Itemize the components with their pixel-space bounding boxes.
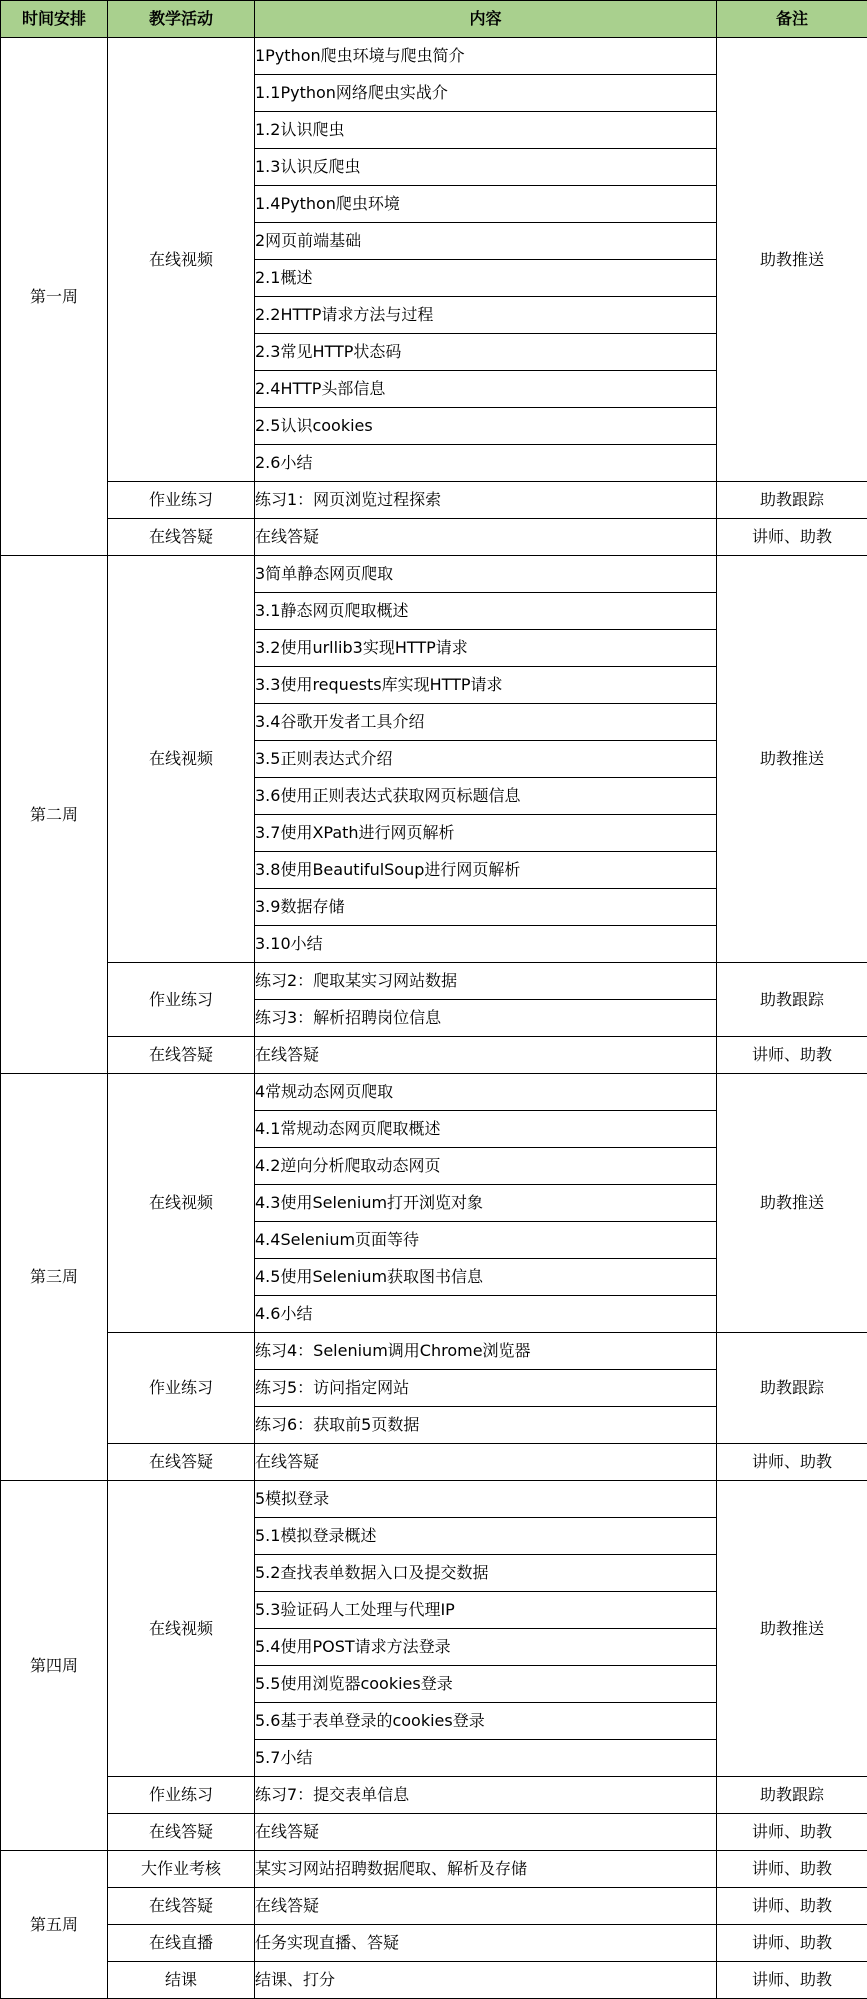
- content-cell: 1Python爬虫环境与爬虫简介: [255, 38, 717, 75]
- note-cell: 讲师、助教: [717, 1851, 867, 1888]
- activity-cell: 作业练习: [108, 1333, 255, 1444]
- table-row: [1, 1851, 867, 1888]
- content-cell: 2.2HTTP请求方法与过程: [255, 297, 717, 334]
- activity-cell: 在线直播: [108, 1925, 255, 1962]
- content-cell: 5.7小结: [255, 1740, 717, 1777]
- content-cell: 某实习网站招聘数据爬取、解析及存储: [255, 1851, 717, 1888]
- activity-cell: 大作业考核: [108, 1851, 255, 1888]
- table-row: [1, 1481, 867, 1518]
- note-cell: 助教跟踪: [717, 482, 867, 519]
- content-cell: 1.2认识爬虫: [255, 112, 717, 149]
- week-label: 第五周: [1, 1851, 108, 1999]
- activity-cell: 作业练习: [108, 963, 255, 1037]
- table-row: [1, 1888, 867, 1925]
- content-cell: 3.1静态网页爬取概述: [255, 593, 717, 630]
- content-cell: 练习7：提交表单信息: [255, 1777, 717, 1814]
- week-label: 第一周: [1, 38, 108, 556]
- activity-cell: 在线视频: [108, 556, 255, 963]
- header-row: [1, 1, 867, 38]
- content-cell: 3.9数据存储: [255, 889, 717, 926]
- table-row: [1, 1962, 867, 1999]
- activity-cell: 在线视频: [108, 1074, 255, 1333]
- activity-cell: 在线视频: [108, 1481, 255, 1777]
- content-cell: 3简单静态网页爬取: [255, 556, 717, 593]
- content-cell: 练习1：网页浏览过程探索: [255, 482, 717, 519]
- schedule-body: [1, 38, 867, 1999]
- note-cell: 助教跟踪: [717, 1777, 867, 1814]
- note-cell: 讲师、助教: [717, 1888, 867, 1925]
- content-cell: 5.2查找表单数据入口及提交数据: [255, 1555, 717, 1592]
- content-cell: 5.6基于表单登录的cookies登录: [255, 1703, 717, 1740]
- header-note: 备注: [717, 1, 867, 38]
- note-cell: 助教推送: [717, 38, 867, 482]
- content-cell: 4常规动态网页爬取: [255, 1074, 717, 1111]
- header-time: 时间安排: [1, 1, 108, 38]
- content-cell: 在线答疑: [255, 1037, 717, 1074]
- content-cell: 在线答疑: [255, 1814, 717, 1851]
- content-cell: 5模拟登录: [255, 1481, 717, 1518]
- content-cell: 在线答疑: [255, 1888, 717, 1925]
- activity-cell: 在线答疑: [108, 1814, 255, 1851]
- content-cell: 任务实现直播、答疑: [255, 1925, 717, 1962]
- content-cell: 练习2：爬取某实习网站数据: [255, 963, 717, 1000]
- content-cell: 3.5正则表达式介绍: [255, 741, 717, 778]
- note-cell: 助教跟踪: [717, 1333, 867, 1444]
- content-cell: 3.6使用正则表达式获取网页标题信息: [255, 778, 717, 815]
- content-cell: 2.4HTTP头部信息: [255, 371, 717, 408]
- content-cell: 1.4Python爬虫环境: [255, 186, 717, 223]
- table-row: [1, 1333, 867, 1370]
- content-cell: 练习3：解析招聘岗位信息: [255, 1000, 717, 1037]
- note-cell: 助教跟踪: [717, 963, 867, 1037]
- note-cell: 讲师、助教: [717, 1962, 867, 1999]
- content-cell: 4.4Selenium页面等待: [255, 1222, 717, 1259]
- content-cell: 3.7使用XPath进行网页解析: [255, 815, 717, 852]
- note-cell: 助教推送: [717, 1481, 867, 1777]
- content-cell: 4.2逆向分析爬取动态网页: [255, 1148, 717, 1185]
- content-cell: 5.1模拟登录概述: [255, 1518, 717, 1555]
- note-cell: 讲师、助教: [717, 1444, 867, 1481]
- table-row: [1, 1037, 867, 1074]
- activity-cell: 在线答疑: [108, 519, 255, 556]
- content-cell: 3.10小结: [255, 926, 717, 963]
- table-row: [1, 1444, 867, 1481]
- content-cell: 结课、打分: [255, 1962, 717, 1999]
- content-cell: 练习5：访问指定网站: [255, 1370, 717, 1407]
- content-cell: 4.3使用Selenium打开浏览对象: [255, 1185, 717, 1222]
- content-cell: 2网页前端基础: [255, 223, 717, 260]
- note-cell: 讲师、助教: [717, 1925, 867, 1962]
- content-cell: 3.4谷歌开发者工具介绍: [255, 704, 717, 741]
- note-cell: 讲师、助教: [717, 1814, 867, 1851]
- content-cell: 5.5使用浏览器cookies登录: [255, 1666, 717, 1703]
- table-row: [1, 1925, 867, 1962]
- content-cell: 4.6小结: [255, 1296, 717, 1333]
- note-cell: 讲师、助教: [717, 519, 867, 556]
- content-cell: 1.3认识反爬虫: [255, 149, 717, 186]
- content-cell: 3.2使用urllib3实现HTTP请求: [255, 630, 717, 667]
- table-row: [1, 556, 867, 593]
- table-row: [1, 38, 867, 75]
- content-cell: 练习4：Selenium调用Chrome浏览器: [255, 1333, 717, 1370]
- content-cell: 2.1概述: [255, 260, 717, 297]
- content-cell: 在线答疑: [255, 519, 717, 556]
- activity-cell: 作业练习: [108, 482, 255, 519]
- content-cell: 5.3验证码人工处理与代理IP: [255, 1592, 717, 1629]
- note-cell: 助教推送: [717, 1074, 867, 1333]
- content-cell: 2.6小结: [255, 445, 717, 482]
- activity-cell: 作业练习: [108, 1777, 255, 1814]
- header-activity: 教学活动: [108, 1, 255, 38]
- content-cell: 4.5使用Selenium获取图书信息: [255, 1259, 717, 1296]
- week-label: 第二周: [1, 556, 108, 1074]
- note-cell: 讲师、助教: [717, 1037, 867, 1074]
- activity-cell: 在线答疑: [108, 1037, 255, 1074]
- content-cell: 2.3常见HTTP状态码: [255, 334, 717, 371]
- activity-cell: 结课: [108, 1962, 255, 1999]
- table-row: [1, 963, 867, 1000]
- table-row: [1, 1074, 867, 1111]
- content-cell: 3.3使用requests库实现HTTP请求: [255, 667, 717, 704]
- table-row: [1, 1814, 867, 1851]
- week-label: 第三周: [1, 1074, 108, 1481]
- table-row: [1, 482, 867, 519]
- activity-cell: 在线视频: [108, 38, 255, 482]
- table-row: [1, 1777, 867, 1814]
- header-content: 内容: [255, 1, 717, 38]
- activity-cell: 在线答疑: [108, 1888, 255, 1925]
- activity-cell: 在线答疑: [108, 1444, 255, 1481]
- note-cell: 助教推送: [717, 556, 867, 963]
- content-cell: 练习6：获取前5页数据: [255, 1407, 717, 1444]
- content-cell: 1.1Python网络爬虫实战介: [255, 75, 717, 112]
- content-cell: 3.8使用BeautifulSoup进行网页解析: [255, 852, 717, 889]
- content-cell: 2.5认识cookies: [255, 408, 717, 445]
- content-cell: 5.4使用POST请求方法登录: [255, 1629, 717, 1666]
- content-cell: 在线答疑: [255, 1444, 717, 1481]
- table-row: [1, 519, 867, 556]
- content-cell: 4.1常规动态网页爬取概述: [255, 1111, 717, 1148]
- week-label: 第四周: [1, 1481, 108, 1851]
